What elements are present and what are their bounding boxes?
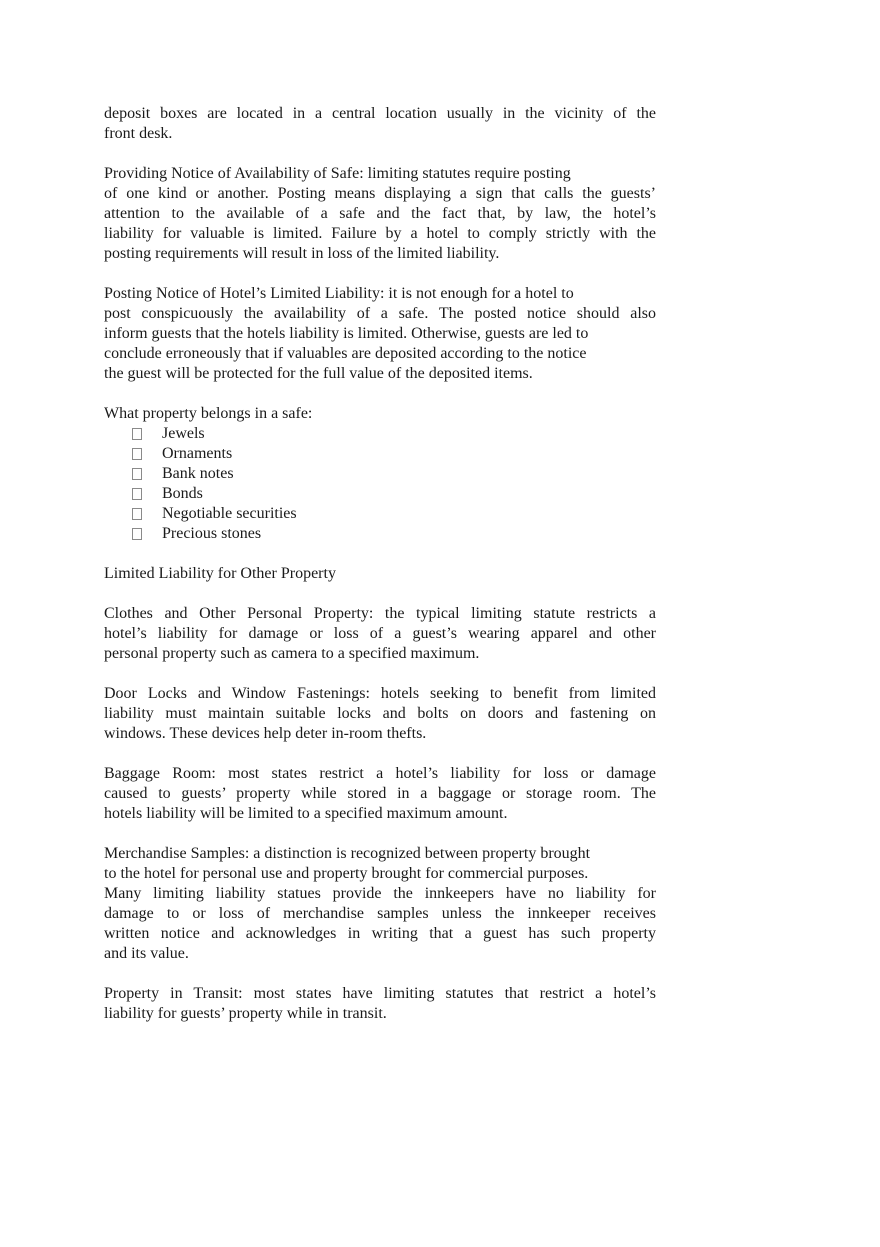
list-item-label: Jewels bbox=[162, 425, 205, 442]
list-item bbox=[104, 464, 656, 484]
text-line: Baggage Room: most states restrict a hotel’s liability for loss or damage bbox=[104, 765, 656, 782]
list-item-label: Bonds bbox=[162, 485, 203, 502]
list-item bbox=[104, 504, 656, 524]
text-line: Many limiting liability statues provide the innkeepers have no liability for bbox=[104, 885, 656, 902]
text-line: liability for valuable is limited. Failure by a hotel to comply strictly with the bbox=[104, 225, 656, 242]
bullet-box-icon bbox=[132, 428, 142, 440]
section-heading: Limited Liability for Other Property bbox=[104, 565, 336, 582]
text-line: Door Locks and Window Fastenings: hotels seeking to benefit from limited bbox=[104, 685, 656, 702]
list-item bbox=[104, 424, 656, 444]
text-line: Clothes and Other Personal Property: the typical limiting statute restricts a bbox=[104, 605, 656, 622]
list-item bbox=[104, 444, 656, 464]
list-item bbox=[104, 524, 656, 544]
text-line: damage to or loss of merchandise samples unless the innkeeper receives bbox=[104, 905, 656, 922]
text-line: Merchandise Samples: a distinction is recognized between property brought bbox=[104, 845, 591, 862]
merchandise-paragraph bbox=[104, 844, 656, 964]
bullet-box-icon bbox=[132, 468, 142, 480]
safe-property-title: What property belongs in a safe: bbox=[104, 405, 313, 422]
bullet-box-icon bbox=[132, 528, 142, 540]
list-item-label: Precious stones bbox=[162, 525, 262, 542]
transit-paragraph bbox=[104, 984, 656, 1024]
intro-paragraph bbox=[104, 104, 656, 144]
notice-liability-paragraph bbox=[104, 284, 656, 384]
text-line: windows. These devices help deter in-room thefts. bbox=[104, 725, 427, 742]
safe-property-list bbox=[104, 424, 656, 544]
text-line: liability for guests’ property while in transit. bbox=[104, 1005, 387, 1022]
text-line: the guest will be protected for the full value of the deposited items. bbox=[104, 365, 533, 382]
list-item-label: Ornaments bbox=[162, 445, 233, 462]
text-line: of one kind or another. Posting means displaying a sign that calls the guests’ bbox=[104, 185, 656, 202]
text-line: deposit boxes are located in a central location usually in the vicinity of the bbox=[104, 105, 656, 122]
list-item-label: Bank notes bbox=[162, 465, 234, 482]
clothes-paragraph bbox=[104, 604, 656, 664]
list-item-label: Negotiable securities bbox=[162, 505, 297, 522]
document-page bbox=[104, 104, 656, 1044]
text-line: Posting Notice of Hotel’s Limited Liability: it is not enough for a hotel to bbox=[104, 285, 574, 302]
text-line: conclude erroneously that if valuables are deposited according to the notice bbox=[104, 345, 587, 362]
text-line: posting requirements will result in loss of the limited liability. bbox=[104, 245, 500, 262]
text-line: Property in Transit: most states have limiting statutes that restrict a hotel’s bbox=[104, 985, 656, 1002]
bullet-box-icon bbox=[132, 508, 142, 520]
text-line: personal property such as camera to a specified maximum. bbox=[104, 645, 480, 662]
bullet-box-icon bbox=[132, 488, 142, 500]
text-line: caused to guests’ property while stored in a baggage or storage room. The bbox=[104, 785, 656, 802]
door-locks-paragraph bbox=[104, 684, 656, 744]
list-item bbox=[104, 484, 656, 504]
text-line: liability must maintain suitable locks and bolts on doors and fastening on bbox=[104, 705, 656, 722]
text-line: front desk. bbox=[104, 125, 173, 142]
text-line: hotels liability will be limited to a specified maximum amount. bbox=[104, 805, 508, 822]
text-line: and its value. bbox=[104, 945, 189, 962]
notice-availability-paragraph bbox=[104, 164, 656, 264]
baggage-room-paragraph bbox=[104, 764, 656, 824]
text-line: inform guests that the hotels liability is limited. Otherwise, guests are led to bbox=[104, 325, 589, 342]
text-line: Providing Notice of Availability of Safe: limiting statutes require posting bbox=[104, 165, 571, 182]
text-line: attention to the available of a safe and the fact that, by law, the hotel’s bbox=[104, 205, 656, 222]
text-line: written notice and acknowledges in writing that a guest has such property bbox=[104, 925, 656, 942]
text-line: to the hotel for personal use and property brought for commercial purposes. bbox=[104, 865, 589, 882]
text-line: hotel’s liability for damage or loss of a guest’s wearing apparel and other bbox=[104, 625, 656, 642]
text-line: post conspicuously the availability of a safe. The posted notice should also bbox=[104, 305, 656, 322]
bullet-box-icon bbox=[132, 448, 142, 460]
